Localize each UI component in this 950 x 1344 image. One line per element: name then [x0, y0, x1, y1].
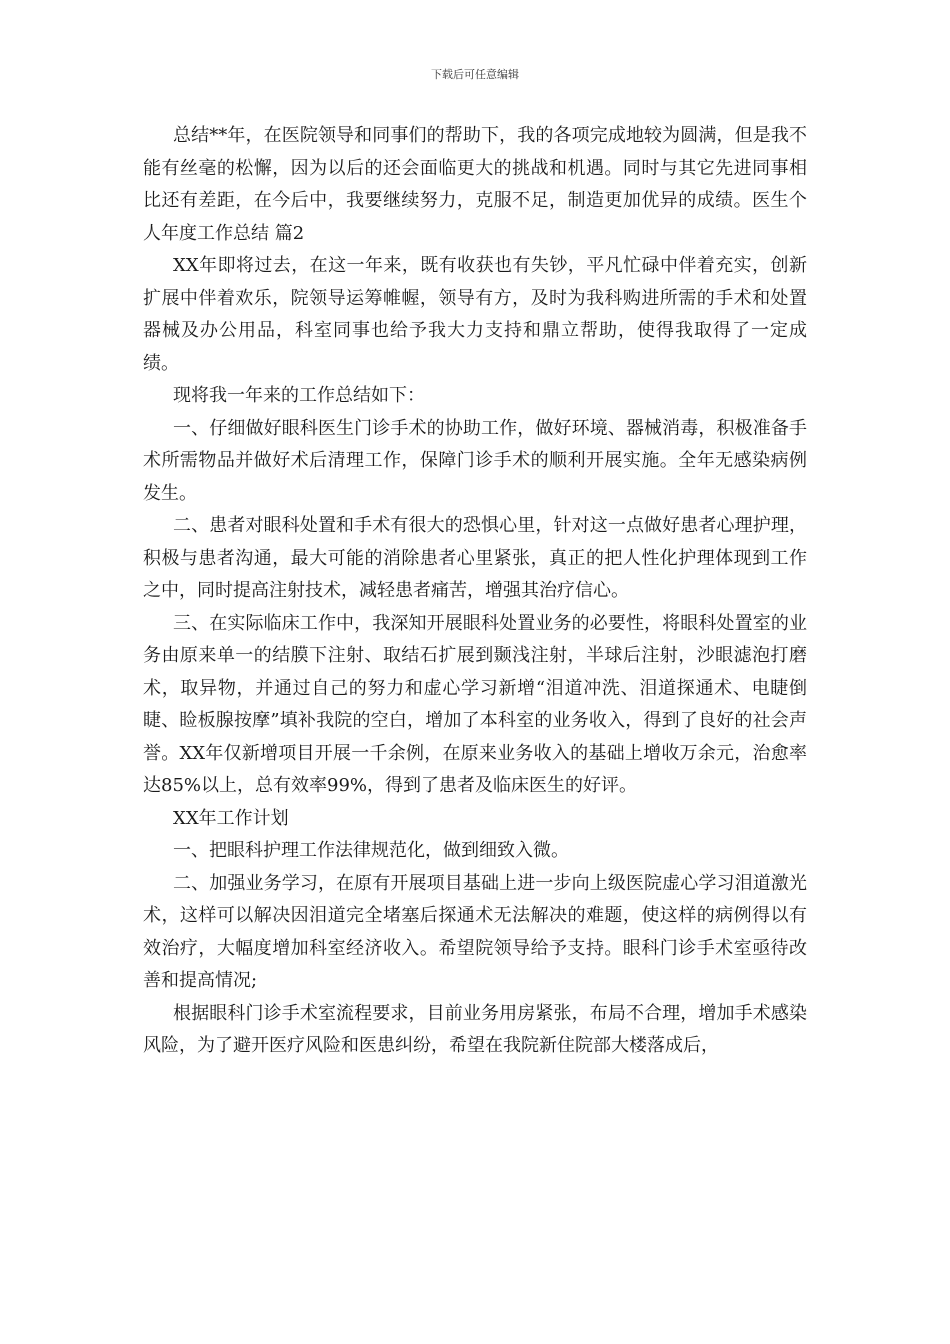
document-body	[143, 120, 807, 1063]
page-header: 下载后可任意编辑	[431, 68, 519, 81]
paragraph: 现将我一年来的工作总结如下：	[173, 385, 425, 406]
paragraph: 二、加强业务学习，在原有开展项目基础上进一步向上级医院虚心学习泪道激光术，这样可以解决因泪道完全堵塞后探通术无法解决的难题，使这样的病例得以有效治疗，大幅度增加科室经济收入。希望院领导给予支持。眼科门诊手术室亟待改善和提高情况;	[143, 872, 807, 991]
paragraph: 一、把眼科护理工作法律规范化，做到细致入微。	[173, 840, 569, 861]
paragraph: 根据眼科门诊手术室流程要求，目前业务用房紧张，布局不合理，增加手术感染风险，为了避开医疗风险和医患纠纷，希望在我院新住院部大楼落成后，	[143, 1002, 807, 1056]
paragraph: 一、仔细做好眼科医生门诊手术的协助工作，做好环境、器械消毒，积极准备手术所需物品并做好术后清理工作，保障门诊手术的顺利开展实施。全年无感染病例发生。	[143, 417, 807, 504]
paragraph: 总结**年，在医院领导和同事们的帮助下，我的各项完成地较为圆满，但是我不能有丝毫的松懈，因为以后的还会面临更大的挑战和机遇。同时与其它先进同事相比还有差距，在今后中，我要继续努力，克服不足，制造更加优异的成绩。医生个人年度工作总结 篇2	[143, 125, 807, 244]
paragraph: XX年即将过去，在这一年来，既有收获也有失钞，平凡忙碌中伴着充实，创新扩展中伴着欢乐，院领导运筹帷幄，领导有方，及时为我科购进所需的手术和处置器械及办公用品，科室同事也给予我大力支持和鼎立帮助，使得我取得了一定成绩。	[143, 255, 807, 374]
section-heading: XX年工作计划	[173, 807, 289, 829]
paragraph: 三、在实际临床工作中，我深知开展眼科处置业务的必要性，将眼科处置室的业务由原来单一的结膜下注射、取结石扩展到颞浅注射，半球后注射，沙眼滤泡打磨术，取异物，并通过自己的努力和虚心学习新增“泪道冲洗、泪道探通术、电睫倒睫、睑板腺按摩”填补我院的空白，增加了本科室的业务收入，得到了良好的社会声誉。XX年仅新增项目开展一千余例，在原来业务收入的基础上增收万余元，治愈率达85%以上，总有效率99%，得到了患者及临床医生的好评。	[143, 612, 807, 796]
paragraph: 二、患者对眼科处置和手术有很大的恐惧心里，针对这一点做好患者心理护理，积极与患者沟通，最大可能的消除患者心里紧张，真正的把人性化护理体现到工作之中，同时提高注射技术，减轻患者痛苦，增强其治疗信心。	[143, 515, 807, 601]
